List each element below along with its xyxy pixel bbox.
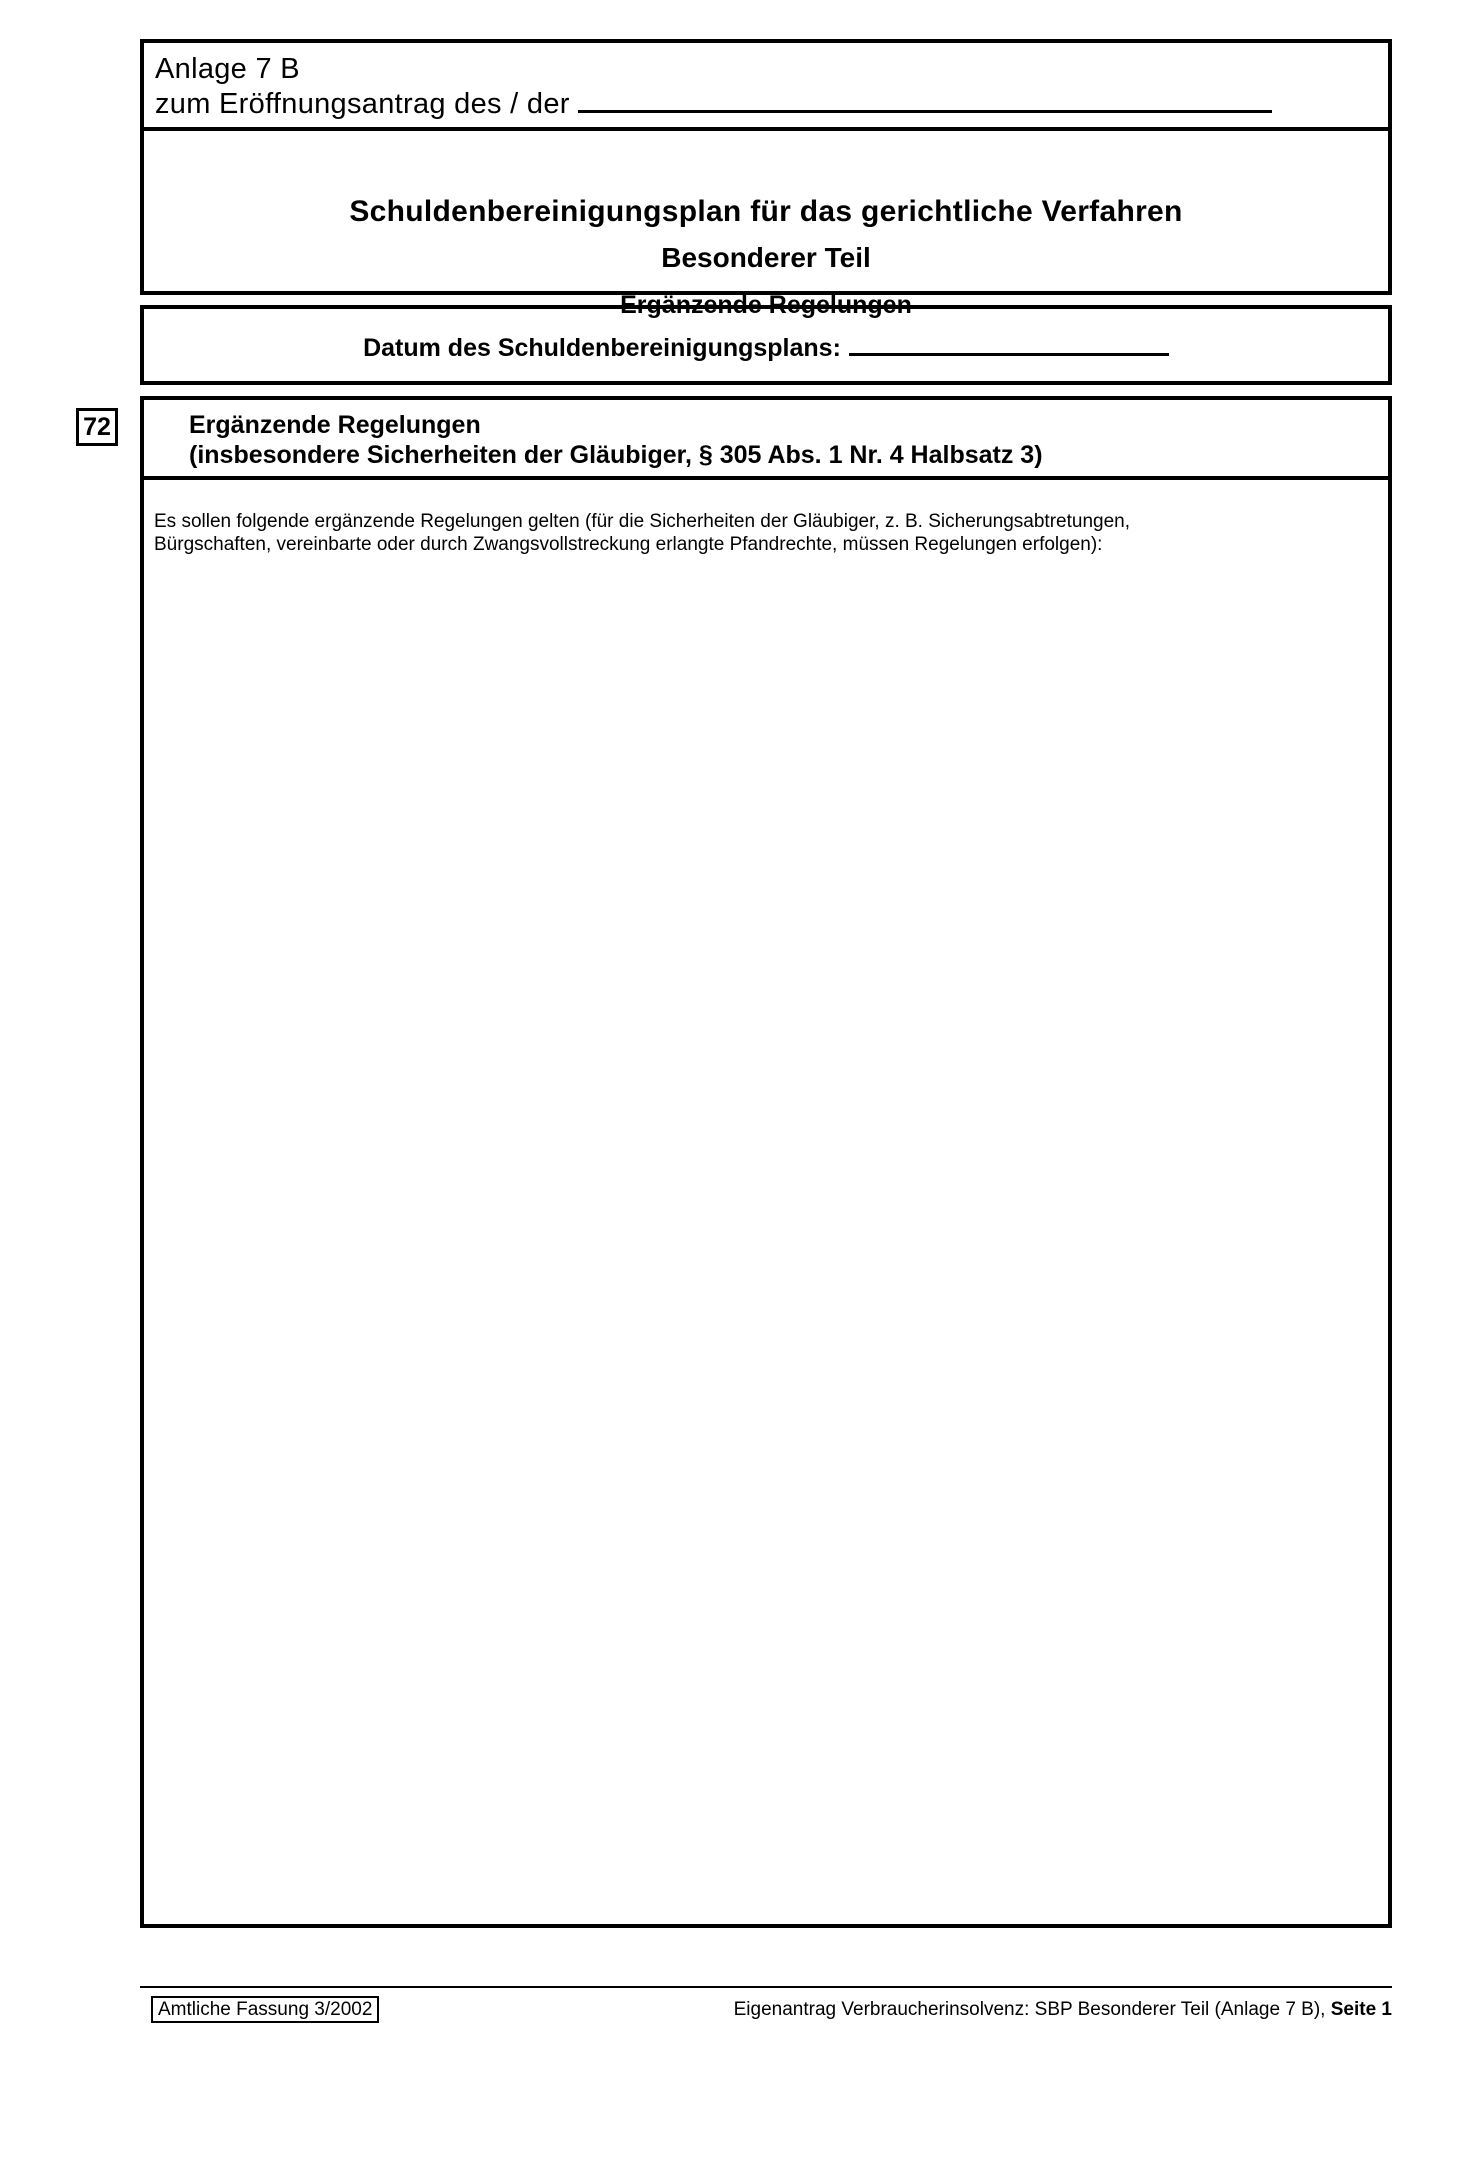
- section-header: [144, 400, 1388, 480]
- footer: [140, 1986, 1392, 2020]
- form-title: Schuldenbereinigungsplan für das gerichtliche Verfahren: [349, 195, 1183, 228]
- anlage-title: Anlage 7 B: [155, 53, 300, 85]
- footer-doc-info: [734, 1998, 1392, 2021]
- antrag-row: [155, 86, 1388, 121]
- footer-doc-title: Eigenantrag Verbraucherinsolvenz: SBP Besonderer Teil (Anlage 7 B),: [733, 1999, 1331, 2020]
- header-top: [144, 43, 1388, 131]
- header-titles: [144, 131, 1388, 319]
- form-subtitle: Besonderer Teil: [661, 242, 871, 273]
- section-body[interactable]: [154, 510, 1378, 556]
- antrag-label: zum Eröffnungsantrag des / der: [155, 88, 570, 120]
- date-box: [140, 305, 1392, 385]
- section-title: Ergänzende Regelungen: [189, 411, 481, 439]
- section-instruction-line-1: Es sollen folgende ergänzende Regelungen gelten (für die Sicherheiten der Gläubiger, z. B. Sicherungsabtretungen,: [154, 511, 1130, 532]
- section-number: 72: [76, 408, 118, 446]
- section-subtitle: (insbesondere Sicherheiten der Gläubiger, § 305 Abs. 1 Nr. 4 Halbsatz 3): [189, 441, 1043, 469]
- date-label: Datum des Schuldenbereinigungsplans:: [363, 334, 841, 362]
- section-box: [140, 396, 1392, 1928]
- date-row: [144, 333, 1388, 363]
- form-subtitle-2: - Ergänzende Regelungen -: [604, 291, 928, 319]
- plan-date-field[interactable]: [849, 333, 1169, 356]
- applicant-name-field[interactable]: [578, 86, 1272, 113]
- page-number: Seite 1: [1330, 1999, 1392, 2020]
- section-instruction-line-2: Bürgschaften, vereinbarte oder durch Zwangsvollstreckung erlangte Pfandrechte, müssen Regelungen erfolgen):: [154, 534, 1103, 555]
- version-label: Amtliche Fassung 3/2002: [151, 1996, 379, 2023]
- header-box: [140, 39, 1392, 319]
